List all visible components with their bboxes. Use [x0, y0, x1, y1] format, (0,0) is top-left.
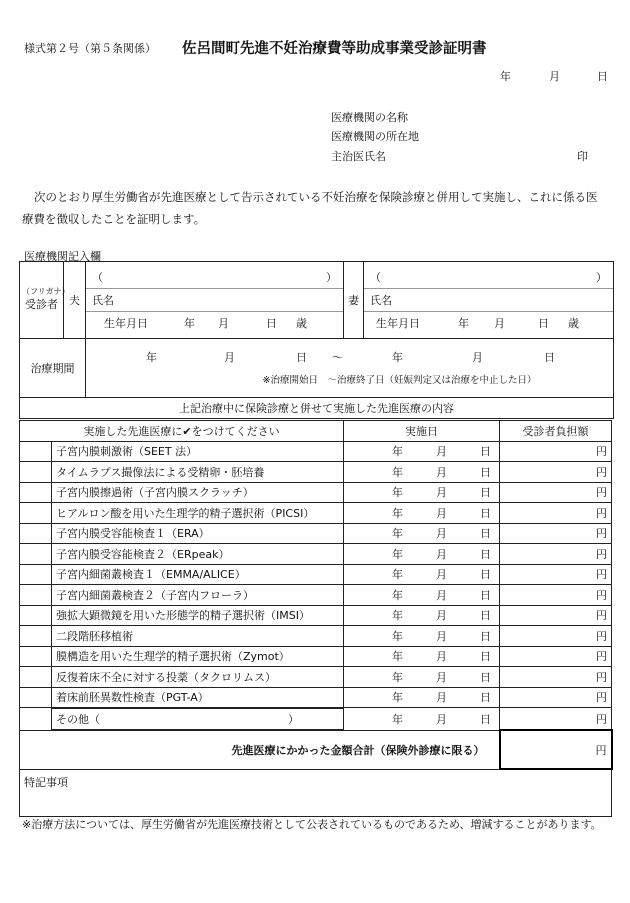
treatment-row	[20, 564, 612, 585]
treatment-name: 子宮内膜擦過術（子宮内膜スクラッチ）	[52, 482, 344, 503]
col-treatment-header: 実施した先進医療に✔をつけてください	[20, 421, 344, 442]
husband-furigana-open: （	[92, 271, 103, 284]
seal-mark: 印	[577, 150, 588, 163]
treatment-date[interactable]: 年 月 日	[344, 503, 500, 524]
treatment-amount[interactable]: 円	[500, 626, 612, 647]
wife-birth-month: 月	[494, 317, 505, 330]
period-tilde: ～	[332, 351, 343, 364]
treatment-amount[interactable]: 円	[500, 482, 612, 503]
husband-name-label: 氏名	[92, 294, 114, 307]
checkbox-cell[interactable]	[20, 544, 52, 565]
treatment-amount[interactable]: 円	[500, 441, 612, 462]
treatment-date[interactable]: 年 月 日	[344, 605, 500, 626]
institution-name-label: 医療機関の名称	[331, 111, 408, 124]
treatment-date[interactable]: 年 月 日	[344, 667, 500, 688]
treatment-amount[interactable]: 円	[500, 585, 612, 606]
wife-name-label: 氏名	[370, 294, 392, 307]
treatment-row	[20, 687, 612, 708]
treatment-date[interactable]: 年 月 日	[344, 585, 500, 606]
checkbox-cell[interactable]	[20, 462, 52, 483]
period-end-year: 年	[392, 351, 403, 364]
treatment-date[interactable]: 年 月 日	[344, 523, 500, 544]
treatment-period-label: 治療期間	[20, 339, 86, 398]
other-amount[interactable]: 円	[500, 708, 612, 731]
patient-row	[20, 262, 614, 339]
issue-date-month: 月	[549, 70, 560, 83]
treatment-row	[20, 544, 612, 565]
special-notes-label: 特記事項	[20, 769, 612, 817]
treatment-name: 膜構造を用いた生理学的精子選択術（Zymot）	[52, 646, 344, 667]
period-start-year: 年	[146, 351, 157, 364]
treatment-row	[20, 626, 612, 647]
section-label: 医療機関記入欄	[24, 250, 101, 263]
special-notes-row	[20, 769, 612, 817]
certificate-form-table	[19, 261, 614, 419]
checkbox-cell[interactable]	[20, 626, 52, 647]
wife-birth-day: 日	[538, 317, 549, 330]
treatment-amount[interactable]: 円	[500, 646, 612, 667]
treatment-name: ヒアルロン酸を用いた生理学的精子選択術（PICSI）	[52, 503, 344, 524]
advanced-medical-title: 上記治療中に保険診療と併せて実施した先進医療の内容	[20, 398, 614, 419]
furigana-label: （フリガナ）	[22, 287, 70, 296]
treatment-name: 子宮内細菌叢検査２（子宮内フローラ）	[52, 585, 344, 606]
treatment-name: タイムラプス撮像法による受精卵・胚培養	[52, 462, 344, 483]
checkbox-cell[interactable]	[20, 564, 52, 585]
wife-label: 妻	[344, 262, 364, 339]
checkbox-cell[interactable]	[20, 482, 52, 503]
treatment-name: 二段階胚移植術	[52, 626, 344, 647]
treatment-name: 着床前胚異数性検査（PGT-A）	[52, 687, 344, 708]
treatment-amount[interactable]: 円	[500, 462, 612, 483]
treatment-amount[interactable]: 円	[500, 544, 612, 565]
treatment-date[interactable]: 年 月 日	[344, 626, 500, 647]
treatment-row	[20, 503, 612, 524]
treatment-date[interactable]: 年 月 日	[344, 482, 500, 503]
husband-info-cell	[86, 262, 344, 339]
treatment-date[interactable]: 年 月 日	[344, 462, 500, 483]
period-end-day: 日	[544, 351, 555, 364]
checkbox-cell[interactable]	[20, 441, 52, 462]
other-close: ）	[288, 712, 299, 726]
checkbox-cell[interactable]	[20, 687, 52, 708]
period-note: ※治療開始日 ～治療終了日（妊娠判定又は治療を中止した日）	[262, 375, 537, 386]
wife-age: 歳	[568, 317, 579, 330]
wife-furigana-open: （	[370, 271, 381, 284]
period-start-month: 月	[224, 351, 235, 364]
checkbox-cell[interactable]	[20, 667, 52, 688]
treatment-date[interactable]: 年 月 日	[344, 564, 500, 585]
other-label: その他（	[56, 712, 100, 726]
treatment-row	[20, 585, 612, 606]
husband-birth-day: 日	[266, 317, 277, 330]
treatment-period-row	[20, 339, 614, 398]
treatment-row	[20, 441, 612, 462]
total-label: 先進医療にかかった金額合計（保険外診療に限る）	[20, 730, 500, 769]
form-title: 佐呂間町先進不妊治療費等助成事業受診証明書	[182, 41, 487, 57]
checkbox-cell[interactable]	[20, 523, 52, 544]
treatment-date[interactable]: 年 月 日	[344, 687, 500, 708]
husband-birth-label: 生年月日	[104, 317, 148, 330]
form-number: 様式第２号（第５条関係）	[24, 42, 156, 55]
total-amount[interactable]: 円	[500, 730, 612, 769]
treatment-row	[20, 462, 612, 483]
wife-birth-year: 年	[458, 317, 469, 330]
period-end-month: 月	[472, 351, 483, 364]
issue-date-year: 年	[500, 70, 511, 83]
husband-birth-year: 年	[184, 317, 195, 330]
col-amount-header: 受診者負担額	[500, 421, 612, 442]
treatment-date[interactable]: 年 月 日	[344, 544, 500, 565]
wife-furigana-close: ）	[596, 271, 607, 284]
checkbox-cell[interactable]	[20, 605, 52, 626]
treatment-period-cell	[86, 339, 614, 398]
treatment-date[interactable]: 年 月 日	[344, 441, 500, 462]
husband-birth-month: 月	[218, 317, 229, 330]
treatment-row	[20, 646, 612, 667]
other-date[interactable]: 年 月 日	[344, 708, 500, 731]
treatment-name: 子宮内膜刺激術（SEET 法）	[52, 441, 344, 462]
certification-text: 次のとおり厚生労働省が先進医療として告示されている不妊治療を保険診療と併用して実施し、これに係る医療費を徴収したことを証明します。	[22, 190, 598, 226]
checkbox-cell[interactable]	[20, 646, 52, 667]
items-header-row	[20, 421, 612, 442]
husband-furigana-close: ）	[326, 271, 337, 284]
recipient-label: 受診者	[25, 298, 58, 311]
treatment-amount[interactable]: 円	[500, 503, 612, 524]
checkbox-cell[interactable]	[20, 503, 52, 524]
husband-label: 夫	[64, 262, 86, 339]
treatment-amount[interactable]: 円	[500, 605, 612, 626]
doctor-name-label: 主治医氏名	[331, 150, 386, 163]
footnote: ※治療方法については、厚生労働省が先進医療技術として公表されているものであるため、増減することがあります。	[22, 818, 602, 831]
wife-info-cell	[364, 262, 614, 339]
treatment-name: 反復着床不全に対する投薬（タクロリムス）	[52, 667, 344, 688]
treatment-date[interactable]: 年 月 日	[344, 646, 500, 667]
issue-date-day: 日	[597, 70, 608, 83]
treatment-amount[interactable]: 円	[500, 687, 612, 708]
other-row	[20, 708, 612, 731]
period-start-day: 日	[296, 351, 307, 364]
treatment-row	[20, 523, 612, 544]
treatment-amount[interactable]: 円	[500, 523, 612, 544]
husband-age: 歳	[296, 317, 307, 330]
treatment-row	[20, 605, 612, 626]
checkbox-cell[interactable]	[20, 585, 52, 606]
checkbox-cell[interactable]	[20, 708, 52, 731]
col-date-header: 実施日	[344, 421, 500, 442]
treatment-amount[interactable]: 円	[500, 667, 612, 688]
advanced-medical-table	[19, 420, 613, 817]
treatment-row	[20, 482, 612, 503]
treatment-name: 子宮内膜受容能検査２（ERpeak）	[52, 544, 344, 565]
total-row	[20, 730, 612, 769]
treatment-name: 子宮内細菌叢検査１（EMMA/ALICE）	[52, 564, 344, 585]
recipient-label-cell	[20, 262, 70, 339]
treatment-row	[20, 667, 612, 688]
treatment-name: 強拡大顕微鏡を用いた形態学的精子選択術（IMSI）	[52, 605, 344, 626]
wife-birth-label: 生年月日	[376, 317, 420, 330]
institution-address-label: 医療機関の所在地	[331, 130, 419, 143]
treatment-amount[interactable]: 円	[500, 564, 612, 585]
treatment-name: 子宮内膜受容能検査１（ERA）	[52, 523, 344, 544]
